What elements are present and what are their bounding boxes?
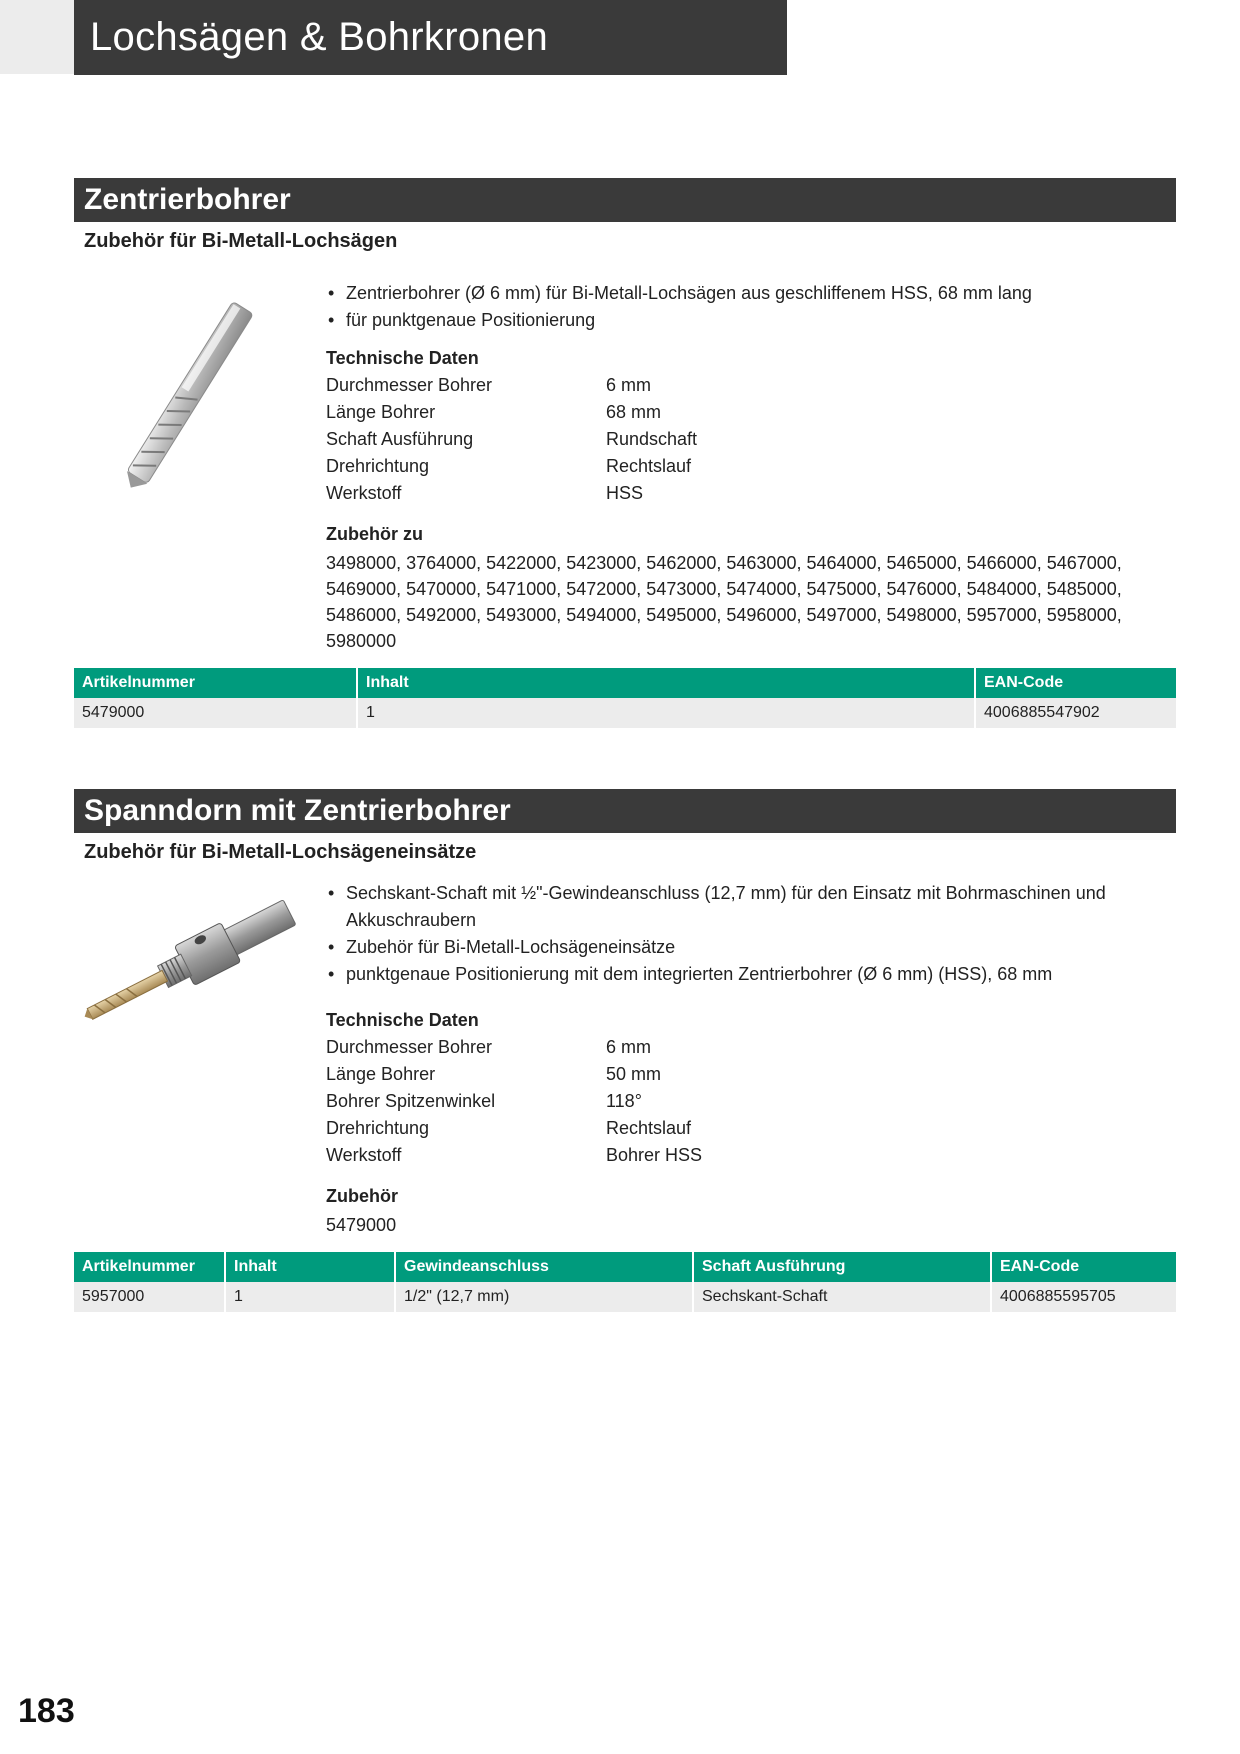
section-title-spanndorn: Spanndorn mit Zentrierbohrer xyxy=(74,789,1176,833)
spec-row xyxy=(326,1142,702,1169)
table-cell: 4006885595705 xyxy=(991,1282,1176,1312)
article-table xyxy=(74,668,1176,728)
spec-label: Durchmesser Bohrer xyxy=(326,1037,493,1057)
spec-row xyxy=(326,372,697,399)
spec-row xyxy=(326,1061,702,1088)
spec-label: Schaft Ausführung xyxy=(326,429,474,449)
spec-value: Rechtslauf xyxy=(606,1118,692,1138)
spec-row xyxy=(326,426,697,453)
table-cell: 1 xyxy=(225,1282,395,1312)
specs-title: Technische Daten xyxy=(326,1010,479,1030)
page-number: 183 xyxy=(18,1692,75,1730)
spec-value: 68 mm xyxy=(606,402,662,422)
table-cell: 5957000 xyxy=(74,1282,225,1312)
article-table xyxy=(74,1252,1176,1312)
column-header: Gewindeanschluss xyxy=(395,1252,693,1282)
spec-row xyxy=(326,1034,702,1061)
column-header: Inhalt xyxy=(225,1252,395,1282)
chapter-title: Lochsägen & Bohrkronen xyxy=(74,0,787,75)
spec-label: Durchmesser Bohrer xyxy=(326,375,493,395)
feature-item: • Zentrierbohrer (Ø 6 mm) für Bi-Metall-Lochsägen aus geschliffenem HSS, 68 mm lang xyxy=(326,280,1106,307)
column-header: EAN-Code xyxy=(975,668,1176,698)
table-cell: 1/2" (12,7 mm) xyxy=(395,1282,693,1312)
spec-value: 50 mm xyxy=(606,1064,662,1084)
table-cell: 1 xyxy=(357,698,975,728)
column-header: Inhalt xyxy=(357,668,975,698)
spec-value: 6 mm xyxy=(606,375,651,395)
section-subtitle: Zubehör für Bi-Metall-Lochsägeneinsätze xyxy=(84,841,477,863)
feature-list xyxy=(326,280,1106,334)
accessory-title: Zubehör xyxy=(326,1186,398,1206)
spec-label: Werkstoff xyxy=(326,483,402,503)
arbor-with-drill-image xyxy=(72,884,304,1044)
column-header: Schaft Ausführung xyxy=(693,1252,991,1282)
top-margin-strip xyxy=(0,0,74,74)
spec-value: Rechtslauf xyxy=(606,456,692,476)
spec-row xyxy=(326,453,697,480)
spec-label: Drehrichtung xyxy=(326,456,430,476)
feature-item: • für punktgenaue Positionierung xyxy=(326,307,1106,334)
accessory-list: 3498000, 3764000, 5422000, 5423000, 5462000, 5463000, 5464000, 5465000, 5466000, 5467000, 5469000, 5470000, 5471000, 5472000, 5473000, 5474000, 5475000, 5476000, 5484000, 5485000, 5486000, 5492000, 5493000, 5494000, 5495000, 5496000, 5497000, 5498000, 5957000, 5958000, 5980000 xyxy=(326,553,1122,651)
specs-table xyxy=(326,1034,702,1169)
section-subtitle: Zubehör für Bi-Metall-Lochsägen xyxy=(84,230,398,252)
column-header: Artikelnummer xyxy=(74,1252,225,1282)
spec-row xyxy=(326,1115,702,1142)
table-row xyxy=(74,698,1176,728)
table-cell: 4006885547902 xyxy=(975,698,1176,728)
spec-row xyxy=(326,480,697,507)
spec-value: 118° xyxy=(606,1091,642,1111)
feature-item: • Sechskant-Schaft mit ½"-Gewindeanschluss (12,7 mm) für den Einsatz mit Bohrmaschinen und Akkuschraubern xyxy=(326,880,1106,934)
spec-row xyxy=(326,1088,702,1115)
column-header: Artikelnummer xyxy=(74,668,357,698)
spec-row xyxy=(326,399,697,426)
spec-value: Bohrer HSS xyxy=(606,1145,703,1165)
accessory-title: Zubehör zu xyxy=(326,524,423,544)
spec-label: Bohrer Spitzenwinkel xyxy=(326,1091,496,1111)
section-title-zentrierbohrer: Zentrierbohrer xyxy=(74,178,1176,222)
spec-label: Länge Bohrer xyxy=(326,402,436,422)
table-row xyxy=(74,1282,1176,1312)
spec-value: 6 mm xyxy=(606,1037,651,1057)
spec-label: Länge Bohrer xyxy=(326,1064,436,1084)
specs-table xyxy=(326,372,697,507)
spec-value: Rundschaft xyxy=(606,429,698,449)
drill-bit-image xyxy=(72,276,304,516)
feature-item: • punktgenaue Positionierung mit dem integrierten Zentrierbohrer (Ø 6 mm) (HSS), 68 mm xyxy=(326,961,1106,988)
spec-value: HSS xyxy=(606,483,644,503)
accessory-list: 5479000 xyxy=(326,1215,397,1235)
feature-item: • Zubehör für Bi-Metall-Lochsägeneinsätze xyxy=(326,934,1106,961)
spec-label: Drehrichtung xyxy=(326,1118,430,1138)
table-header-row xyxy=(74,1252,1176,1282)
specs-title: Technische Daten xyxy=(326,348,479,368)
table-cell: Sechskant-Schaft xyxy=(693,1282,991,1312)
table-header-row xyxy=(74,668,1176,698)
table-cell: 5479000 xyxy=(74,698,357,728)
spec-label: Werkstoff xyxy=(326,1145,402,1165)
column-header: EAN-Code xyxy=(991,1252,1176,1282)
feature-list xyxy=(326,880,1106,988)
